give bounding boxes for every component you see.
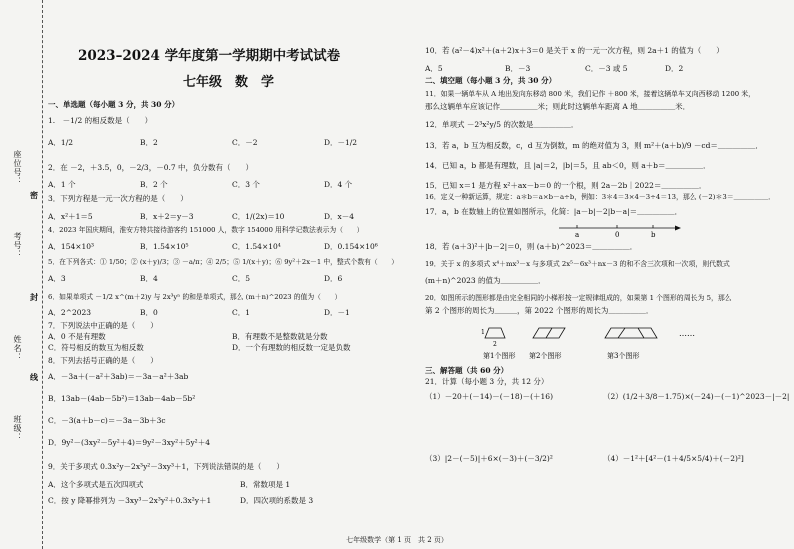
exam-number-label: 考号：	[13, 232, 22, 259]
q6-option-c: C．1	[232, 308, 251, 317]
exam-subtitle: 七年级 数 学	[183, 75, 275, 90]
question-11-line2: 那么这辆单车应该记作＿＿＿＿＿米；则此时这辆单车距离 A 地＿＿＿＿＿米．	[425, 102, 691, 111]
page-footer: 七年级数学（第 1 页 共 2 页）	[346, 536, 448, 544]
q10-option-c: C．－3 或 5	[585, 64, 628, 73]
q6-option-d: D．－1	[324, 308, 350, 317]
exam-title: 2023–2024 学年度第一学期期中考试试卷	[78, 48, 341, 64]
question-5: 5．在下列各式：① 1/50；② (x＋y)/3；③ －a/π；④ 2/5；⑤ 1/(x＋y)；⑥ 9y²＋2x－1 中，整式个数有（ ）	[48, 258, 399, 266]
question-20-line1: 20．如图所示的图形都是由完全相同的小梯形按一定规律组成的，如果第 1 个图形的周长为 5，那么	[425, 294, 732, 302]
number-line-figure	[555, 220, 685, 240]
q6-option-a: A．2^2023	[48, 308, 92, 317]
q9-option-c: C．按 y 降幂排列为 －3xy³－2x³y²＋0.3x²y＋1	[48, 496, 212, 505]
question-14: 14．已知 a，b 都是有理数，且 |a|＝2，|b|＝5，且 ab＜0，则 a＋b＝＿＿＿＿＿．	[425, 161, 711, 170]
q1-option-b: B．2	[140, 138, 158, 147]
q5-option-d: D．6	[324, 274, 343, 283]
q7-option-d: D．一个有理数的相反数一定是负数	[232, 343, 351, 352]
figure-1	[481, 328, 505, 348]
q9-option-b: B．常数项是 1	[240, 480, 291, 489]
number-line-arrow	[675, 226, 681, 231]
question-11-line1: 11．如果一辆单车从 A 地出发向东移动 800 米，我们记作 ＋800 米，接着这辆单车又向西移动 1200 米，	[425, 90, 756, 98]
question-10: 10．若 (a²－4)x²＋(a＋2)x＋3＝0 是关于 x 的一元一次方程，则 2a＋1 的值为（ ）	[425, 46, 724, 55]
question-21-part-4: （4）－1²＋[4²－(1＋4/5×5/4)＋(－2)²]	[603, 454, 744, 463]
q1-option-c: C．－2	[232, 138, 258, 147]
q5-option-c: C．5	[232, 274, 251, 283]
section-fill-blank: 二、填空题（每小题 3 分，共 30 分）	[425, 76, 557, 85]
question-9: 9．关于多项式 0.3x²y－2x³y²－3xy³＋1，下列说法错误的是（ ）	[48, 462, 284, 471]
seal-char-xian: 线	[30, 372, 38, 382]
question-21-part-2: （2）(1/2＋3/8－1.75)×(－24)－(－1)^2023－|－2|	[603, 392, 790, 401]
q10-option-d: D．2	[665, 64, 684, 73]
question-19-line2: (m＋n)^2023 的值为＿＿＿＿＿．	[425, 276, 546, 285]
q10-option-a: A．5	[425, 64, 443, 73]
question-1: 1. －1/2 的相反数是（ ）	[48, 116, 153, 125]
q8-option-b: B．13ab－(4ab－5b²)＝13ab－4ab－5b²	[48, 394, 196, 403]
question-12: 12．单项式 －2³x²y/5 的次数是＿＿＿＿＿．	[425, 120, 579, 129]
q5-option-b: B．4	[140, 274, 158, 283]
seat-number-label: 座位号：	[13, 150, 22, 186]
question-19-line1: 19．关于 x 的多项式 x⁴＋mx³－x 与多项式 2x⁵－6x³＋nx－3 的和不含三次项和一次项，则代数式	[425, 260, 730, 268]
question-13: 13．若 a，b 互为相反数，c，d 互为倒数，m 的绝对值为 3，则 m²＋(a＋b)/9 －cd＝＿＿＿＿＿．	[425, 141, 763, 150]
q8-option-a: A．－3a＋(－a²＋3ab)＝－3a－a²＋3ab	[48, 372, 189, 381]
q4-option-b: B．1.54×10⁵	[140, 242, 189, 251]
q2-option-c: C．3 个	[232, 180, 260, 189]
figure-1-base-label: 2	[493, 341, 497, 348]
q2-option-a: A．1 个	[48, 180, 76, 189]
question-21: 21．计算（每小题 3 分，共 12 分）	[425, 377, 549, 386]
q4-option-d: D．0.154×10⁶	[324, 242, 378, 251]
q1-option-a: A．1/2	[48, 138, 73, 147]
number-line-label-zero: 0	[615, 231, 620, 239]
figure-2-caption: 第2个图形	[529, 352, 562, 360]
question-8: 8．下列去括号正确的是（ ）	[48, 356, 158, 365]
q8-option-d: D．9y²－(3xy²－5y²＋4)＝9y²－3xy²＋5y²＋4	[48, 438, 210, 447]
q3-option-d: D．x－4	[324, 212, 355, 221]
question-3: 3．下列方程是一元一次方程的是（ ）	[48, 194, 188, 203]
q3-option-c: C．1/(2x)＝10	[232, 212, 285, 221]
q10-option-b: B．－3	[505, 64, 531, 73]
q4-option-c: C．1.54×10⁴	[232, 242, 281, 251]
question-21-part-3: （3）|2－(－5)|＋6×(－3)＋(－3/2)²	[425, 454, 553, 463]
q7-option-b: B．有理数不是整数就是分数	[232, 332, 328, 341]
figure-2	[533, 328, 565, 338]
trapezoid-figures	[483, 324, 721, 362]
question-15: 15．已知 x＝1 是方程 x²＋ax－b＝0 的一个根，则 2a－2b｜2022＝＿＿＿＿＿．	[425, 181, 707, 190]
question-4: 4．2023 年国庆期间，淮安方特共接待游客约 151000 人，数字 154000 用科学记数法表示为（ ）	[48, 226, 364, 234]
question-16: 16．定义一种新运算，规定：a＊b＝a×b－a÷b，例如：3＊4＝3×4－3÷4＝13，那么 (－2)＊3＝＿＿＿＿＿．	[425, 193, 775, 201]
q4-option-a: A．154×10³	[48, 242, 95, 251]
q6-option-b: B．0	[140, 308, 158, 317]
q9-option-a: A．这个多项式是五次四项式	[48, 480, 144, 489]
section-solve: 三、解答题（共 60 分）	[425, 366, 509, 375]
q8-option-c: C．－3(a＋b－c)＝－3a－3b＋3c	[48, 416, 166, 425]
question-6: 6．如果单项式 －1/2 x^(m＋2)y 与 2x³yⁿ 的和是单项式，那么 (m＋n)^2023 的值为（ ）	[48, 293, 342, 301]
figure-1-caption: 第1个图形	[483, 352, 516, 360]
figure-3-caption: 第3个图形	[607, 352, 640, 360]
q1-option-d: D．－1/2	[324, 138, 358, 147]
name-label: 姓名：	[13, 335, 22, 362]
q3-option-a: A．x²＋1＝5	[48, 212, 93, 221]
seal-char-mi: 密	[30, 190, 38, 200]
q3-option-b: B．x＋2＝y－3	[140, 212, 194, 221]
question-18: 18．若 (a＋3)²＋|b－2|＝0，则 (a＋b)^2023＝＿＿＿＿＿．	[425, 242, 638, 251]
q5-option-a: A．3	[48, 274, 66, 283]
q2-option-d: D．4 个	[324, 180, 353, 189]
class-label: 班级：	[13, 415, 22, 442]
binding-margin	[0, 0, 43, 549]
number-line-label-b: b	[651, 231, 656, 239]
section-single-choice: 一、单选题（每小题 3 分，共 30 分）	[48, 100, 180, 109]
q7-option-c: C．符号相反的数互为相反数	[48, 343, 144, 352]
question-2: 2．在 －2，＋3.5，0，－2/3，－0.7 中，负分数有（ ）	[48, 163, 254, 172]
question-21-part-1: （1）－20＋(－14)－(－18)－(＋16)	[425, 392, 554, 401]
figure-3	[605, 328, 657, 338]
q2-option-b: B．2 个	[140, 180, 168, 189]
question-17: 17．a，b 在数轴上的位置如图所示，化简：|a－b|－2|b－a|＝＿＿＿＿＿．	[425, 207, 683, 216]
number-line-label-a: a	[575, 231, 580, 239]
figure-ellipsis: ……	[679, 329, 695, 338]
seal-char-feng: 封	[30, 292, 38, 302]
q7-option-a: A．0 不是有理数	[48, 332, 106, 341]
question-20-line2: 第 2 个图形的周长为＿＿＿，第 2022 个图形的周长为＿＿＿＿＿．	[425, 306, 654, 315]
q9-option-d: D．四次项的系数是 3	[240, 496, 314, 505]
figure-1-side-label: 1	[481, 329, 485, 336]
question-7: 7．下列说法中正确的是（ ）	[48, 321, 158, 330]
